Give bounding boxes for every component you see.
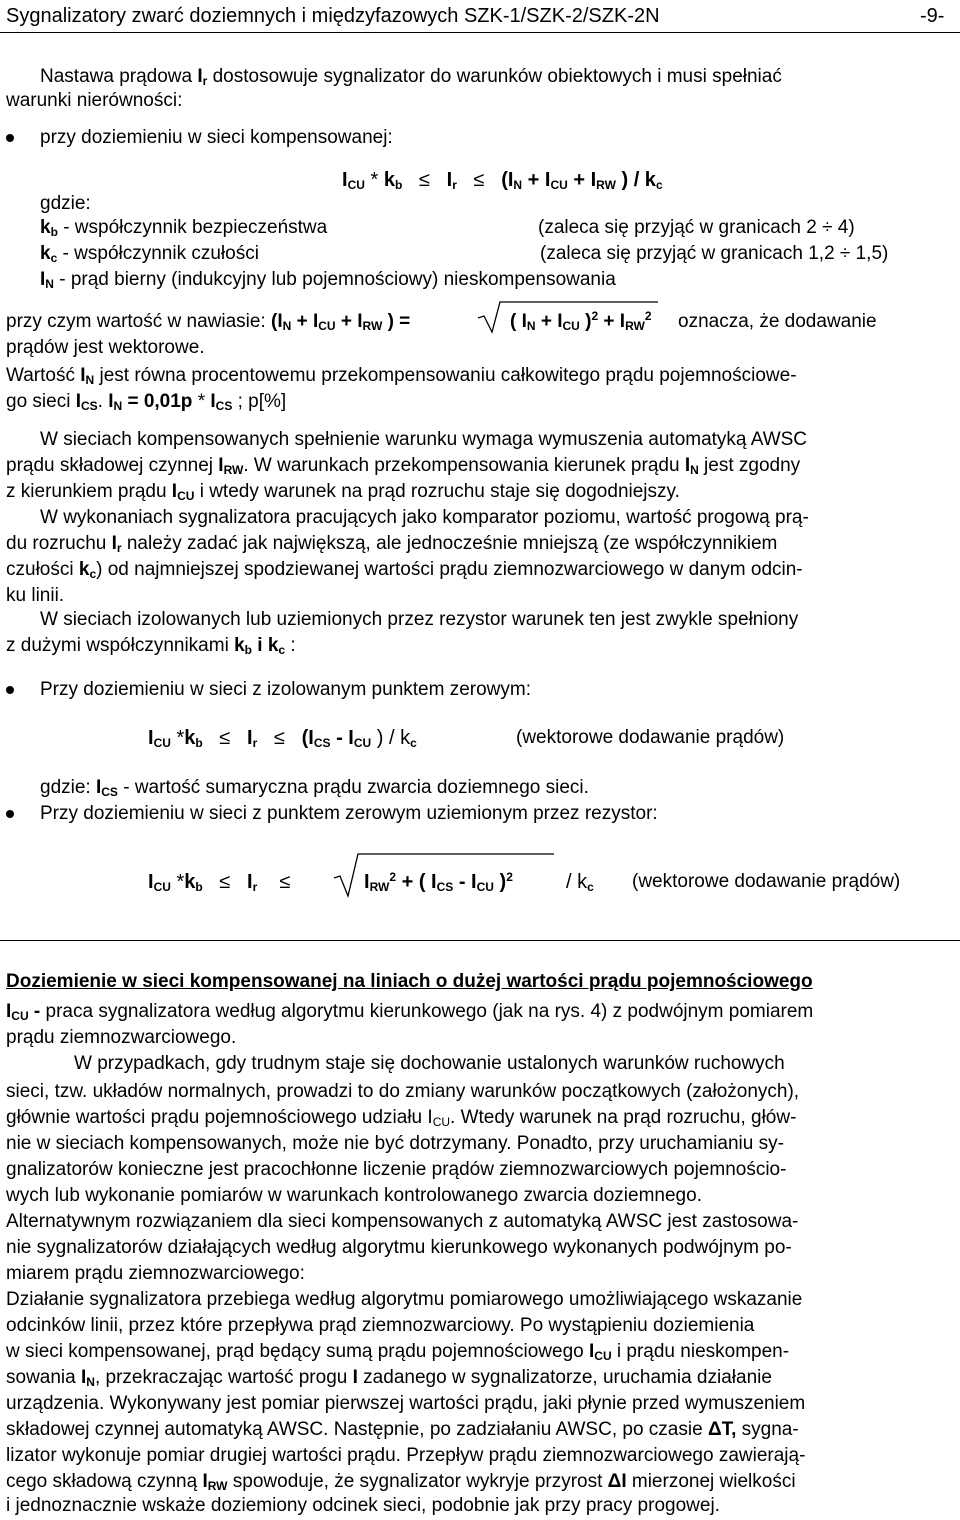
bullet3-text: Przy doziemieniu w sieci z punktem zerowym uziemionym przez rezystor: bbox=[40, 803, 658, 824]
para1-line-1: W sieciach kompensowanych spełnienie warunku wymaga wymuszenia automatyką AWSC bbox=[40, 429, 808, 450]
para3-line-2: z dużymi współczynnikami $k_b$ i $k_c$ : bbox=[6, 635, 296, 657]
page-number: -9- bbox=[920, 5, 945, 27]
vector-sqrt-content: ( $I_N + I_{CU}$ )$^2 + I_{RW}^2$ bbox=[510, 309, 652, 333]
para3-line-1: W sieciach izolowanych lub uziemionych przez rezystor warunek ten jest zwykle spełniony bbox=[40, 609, 799, 630]
para2-line-2: du rozruchu $I_r$ należy zadać jak największą, ale jednocześnie mniejszą (ze współczynnikiem bbox=[6, 533, 778, 555]
section-line-3: W przypadkach, gdy trudnym staje się dochowanie ustalonych warunków ruchowych bbox=[74, 1053, 785, 1074]
section-line-10: nie sygnalizatorów działających według algorytmu kierunkowego wykonanych podwójnym po- bbox=[6, 1237, 792, 1258]
section-line-2: prądu ziemnozwarciowego. bbox=[6, 1027, 237, 1048]
bullet2-text: Przy doziemieniu w sieci z izolowanym punktem zerowym: bbox=[40, 679, 531, 700]
section-line-11: miarem prądu ziemnozwarciowego: bbox=[6, 1263, 305, 1284]
section-line-18: lizator wykonuje pomiar drugiej wartości prądu. Przepływ prądu ziemnozwarciowego zawierają- bbox=[6, 1445, 806, 1466]
formula-3-left: $I_{CU}$ $*k_b$ ≤ $I_r$ ≤ bbox=[148, 871, 291, 894]
section-line-20: i jednoznacznie wskaże doziemiony odcinek sieci, podobnie jak przy pracy progowej. bbox=[6, 1495, 720, 1516]
where2-line: gdzie: $I_{CS}$ - wartość sumaryczna prądu zwarcia doziemnego sieci. bbox=[40, 777, 589, 799]
section-rule bbox=[0, 940, 960, 941]
where1-label: gdzie: bbox=[40, 193, 91, 214]
para1-line-3: z kierunkiem prądu $I_{CU}$ i wtedy warunek na prąd rozruchu staje się dogodniejszy. bbox=[6, 481, 680, 503]
section-line-6: nie w sieciach kompensowanych, może nie być dotrzymany. Ponadto, przy uruchamianiu sy- bbox=[6, 1133, 784, 1154]
formula3-note: (wektorowe dodawanie prądów) bbox=[632, 871, 901, 892]
section-line-4: sieci, tzw. układów normalnych, prowadzi to do zmiany warunków początkowych (założonych), bbox=[6, 1081, 800, 1102]
section-line-13: odcinków linii, przez które przepływa prąd ziemnozwarciowy. Po wystąpieniu doziemienia bbox=[6, 1315, 755, 1336]
bullet-dot bbox=[6, 134, 14, 142]
vector-note: oznacza, że dodawanie bbox=[678, 311, 877, 332]
section-line-9: Alternatywnym rozwiązaniem dla sieci kompensowanych z automatyką AWSC jest zastosowa- bbox=[6, 1211, 799, 1232]
where1-kc: $k_c$ - współczynnik czułości bbox=[40, 243, 259, 265]
page-header-title: Sygnalizatory zwarć doziemnych i międzyfazowych SZK-1/SZK-2/SZK-2N bbox=[6, 5, 660, 27]
bullet-dot bbox=[6, 686, 14, 694]
formula-1: $I_{CU} * k_b$ ≤ $I_r$ ≤ ($I_N + I_{CU} + I_{RW}$ ) / $k_c$ bbox=[342, 169, 663, 192]
vector-line-1: przy czym wartość w nawiasie: ($I_N + I_{CU} + I_{RW}$ ) = bbox=[6, 311, 411, 333]
formula-3-sqrt-content: $I_{RW}^2$ + ( $I_{CS} - I_{CU}$ )$^2$ bbox=[364, 870, 513, 894]
where1-kc-note: (zaleca się przyjąć w granicach 1,2 ÷ 1,5) bbox=[540, 243, 889, 264]
section-line-12: Działanie sygnalizatora przebiega według algorytmu pomiarowego umożliwiającego wskazanie bbox=[6, 1289, 803, 1310]
header-rule bbox=[0, 32, 960, 33]
section-line-15: sowania $I_N$, przekraczając wartość progu I zadanego w sygnalizatorze, uruchamia działanie bbox=[6, 1367, 772, 1389]
para2-line-1: W wykonaniach sygnalizatora pracujących jako komparator poziomu, wartość progową prą- bbox=[40, 507, 809, 528]
section-line-17: składowej czynnej automatyką AWSC. Następnie, po zadziałaniu AWSC, po czasie ΔT, sygna- bbox=[6, 1419, 799, 1440]
para2-line-4: ku linii. bbox=[6, 585, 65, 606]
where1-in: $I_N$ - prąd bierny (indukcyjny lub pojemnościowy) nieskompensowania bbox=[40, 269, 616, 291]
section-line-7: gnalizatorów konieczne jest pracochłonne liczenie prądów ziemnozwarciowych pojemnościo- bbox=[6, 1159, 787, 1180]
intro-line-1: Nastawa prądowa $I_r$ dostosowuje sygnalizator do warunków obiektowych i musi spełniać bbox=[40, 66, 782, 88]
section-line-8: wych lub wykonanie pomiarów w warunkach kontrolowanego zwarcia doziemnego. bbox=[6, 1185, 702, 1206]
section-line-5: głównie wartości prądu pojemnościowego udziału $I_{CU}$. Wtedy warunek na prąd rozruchu, głów- bbox=[6, 1107, 797, 1129]
section-heading: Doziemienie w sieci kompensowanej na liniach o dużej wartości prądu pojemnościowego bbox=[6, 971, 813, 992]
bullet1-text: przy doziemieniu w sieci kompensowanej: bbox=[40, 127, 393, 148]
value-in-line-1: Wartość $I_N$ jest równa procentowemu przekompensowaniu całkowitego prądu pojemnościowe- bbox=[6, 365, 797, 387]
formula2-note: (wektorowe dodawanie prądów) bbox=[516, 727, 785, 748]
where1-kb: $k_b$ - współczynnik bezpieczeństwa bbox=[40, 217, 328, 239]
para1-line-2: prądu składowej czynnej $I_{RW}$. W warunkach przekompensowania kierunek prądu $I_N$ jest zgodny bbox=[6, 455, 801, 477]
section-line-14: w sieci kompensowanej, prąd będący sumą prądu pojemnościowego $I_{CU}$ i prądu nieskompen- bbox=[6, 1341, 790, 1363]
section-line-16: urządzenia. Wykonywany jest pomiar pierwszej wartości prądu, jaki płynie przed wymuszeniem bbox=[6, 1393, 806, 1414]
intro-line-2: warunki nierówności: bbox=[6, 90, 183, 111]
formula-2: $I_{CU}$ $*k_b$ ≤ $I_r$ ≤ ($I_{CS} - I_{CU}$ ) / $k_c$ bbox=[148, 727, 417, 750]
value-in-line-2: go sieci $I_{CS}$. $I_N = 0,01p * I_{CS}$ ; p[%] bbox=[6, 391, 287, 413]
section-line-19: cego składową czynną $I_{RW}$ spowoduje, że sygnalizator wykryje przyrost ΔI mierzonej wielkości bbox=[6, 1471, 796, 1493]
para2-line-3: czułości $k_c$) od najmniejszej spodziewanej wartości prądu ziemnozwarciowego w danym odcin- bbox=[6, 559, 803, 581]
where1-kb-note: (zaleca się przyjąć w granicach 2 ÷ 4) bbox=[538, 217, 855, 238]
bullet-dot bbox=[6, 810, 14, 818]
section-line-1: $I_{CU}$ - praca sygnalizatora według algorytmu kierunkowego (jak na rys. 4) z podwójnym pomiarem bbox=[6, 1001, 814, 1023]
vector-line-2: prądów jest wektorowe. bbox=[6, 337, 205, 358]
formula-3-tail: / $k_c$ bbox=[566, 871, 594, 894]
